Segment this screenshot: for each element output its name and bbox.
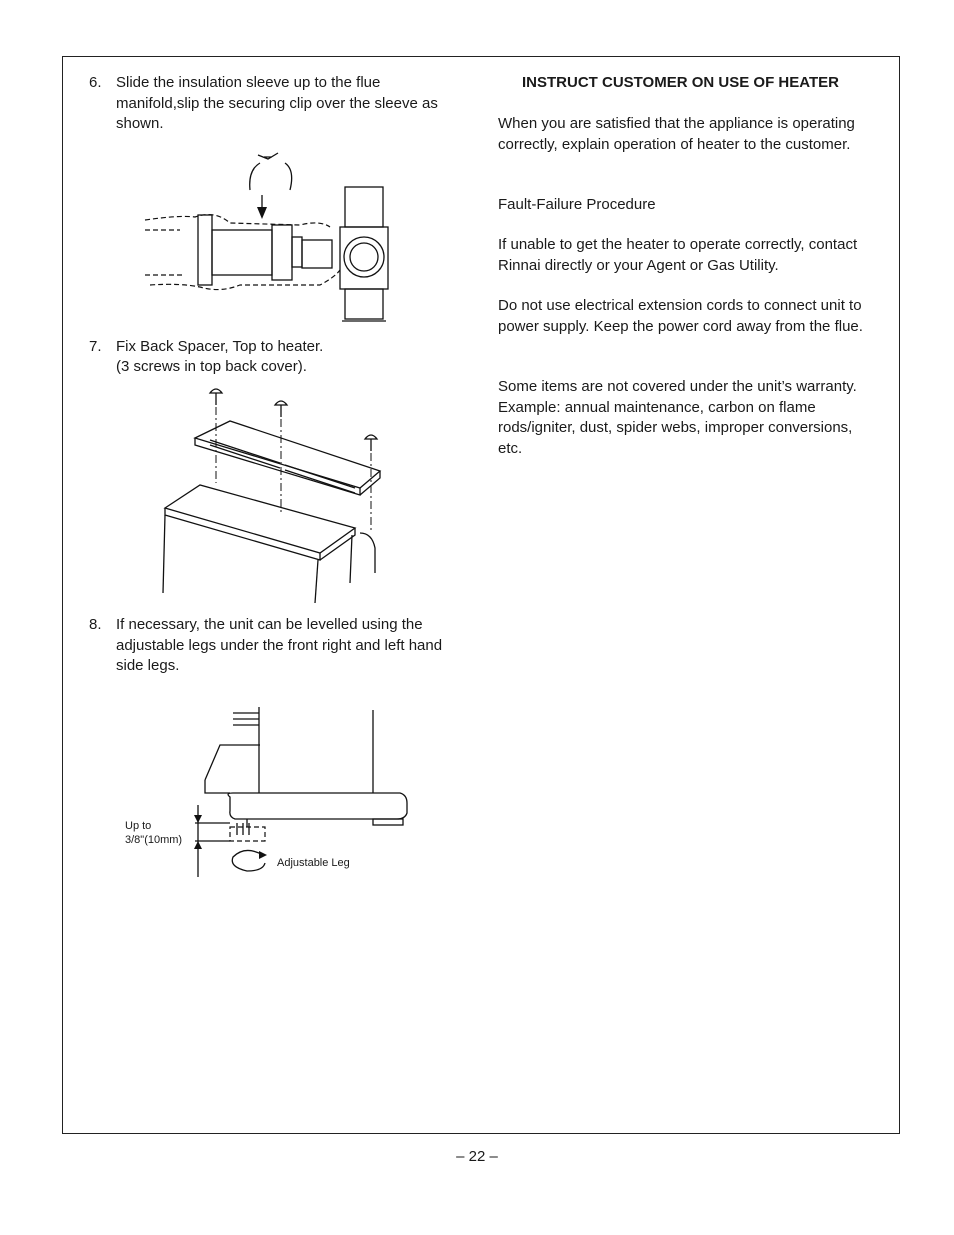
page-number: – 22 – <box>456 1148 498 1165</box>
step-7-text-line2: (3 screws in top back cover). <box>116 358 307 375</box>
step-7-text-line1: Fix Back Spacer, Top to heater. <box>116 338 324 355</box>
paragraph-explain-operation: When you are satisfied that the appliance is operating correctly, explain operation of heater to the customer. <box>498 115 855 153</box>
step-6-text: Slide the insulation sleeve up to the flue manifold,slip the securing clip over the sleeve as shown. <box>116 74 438 132</box>
leg-height-label-line2: 3/8"(10mm) <box>125 834 183 846</box>
adjustable-leg-figure <box>185 705 415 880</box>
leg-height-label-line1: Up to <box>125 820 152 832</box>
paragraph-warranty: Some items are not covered under the unit’s warranty. Example: annual maintenance, carbon on flame rods/igniter, dust, spider webs, improper conversions, etc. <box>498 378 857 457</box>
paragraph-extension-cords: Do not use electrical extension cords to connect unit to power supply. Keep the power cord away from the flue. <box>498 297 863 335</box>
back-spacer-figure <box>160 383 390 605</box>
section-heading: INSTRUCT CUSTOMER ON USE OF HEATER <box>522 74 839 91</box>
paragraph-contact-rinnai: If unable to get the heater to operate correctly, contact Rinnai directly or your Agent or Gas Utility. <box>498 236 858 274</box>
step-8-number: 8. <box>89 616 102 633</box>
adjustable-leg-label: Adjustable Leg <box>277 857 350 869</box>
step-8-text: If necessary, the unit can be levelled using the adjustable legs under the front right and left hand side legs. <box>116 616 443 674</box>
insulation-sleeve-figure <box>140 145 400 330</box>
step-7-number: 7. <box>89 338 102 355</box>
paragraph-fault-failure: Fault-Failure Procedure <box>498 196 656 213</box>
step-6-number: 6. <box>89 74 102 91</box>
